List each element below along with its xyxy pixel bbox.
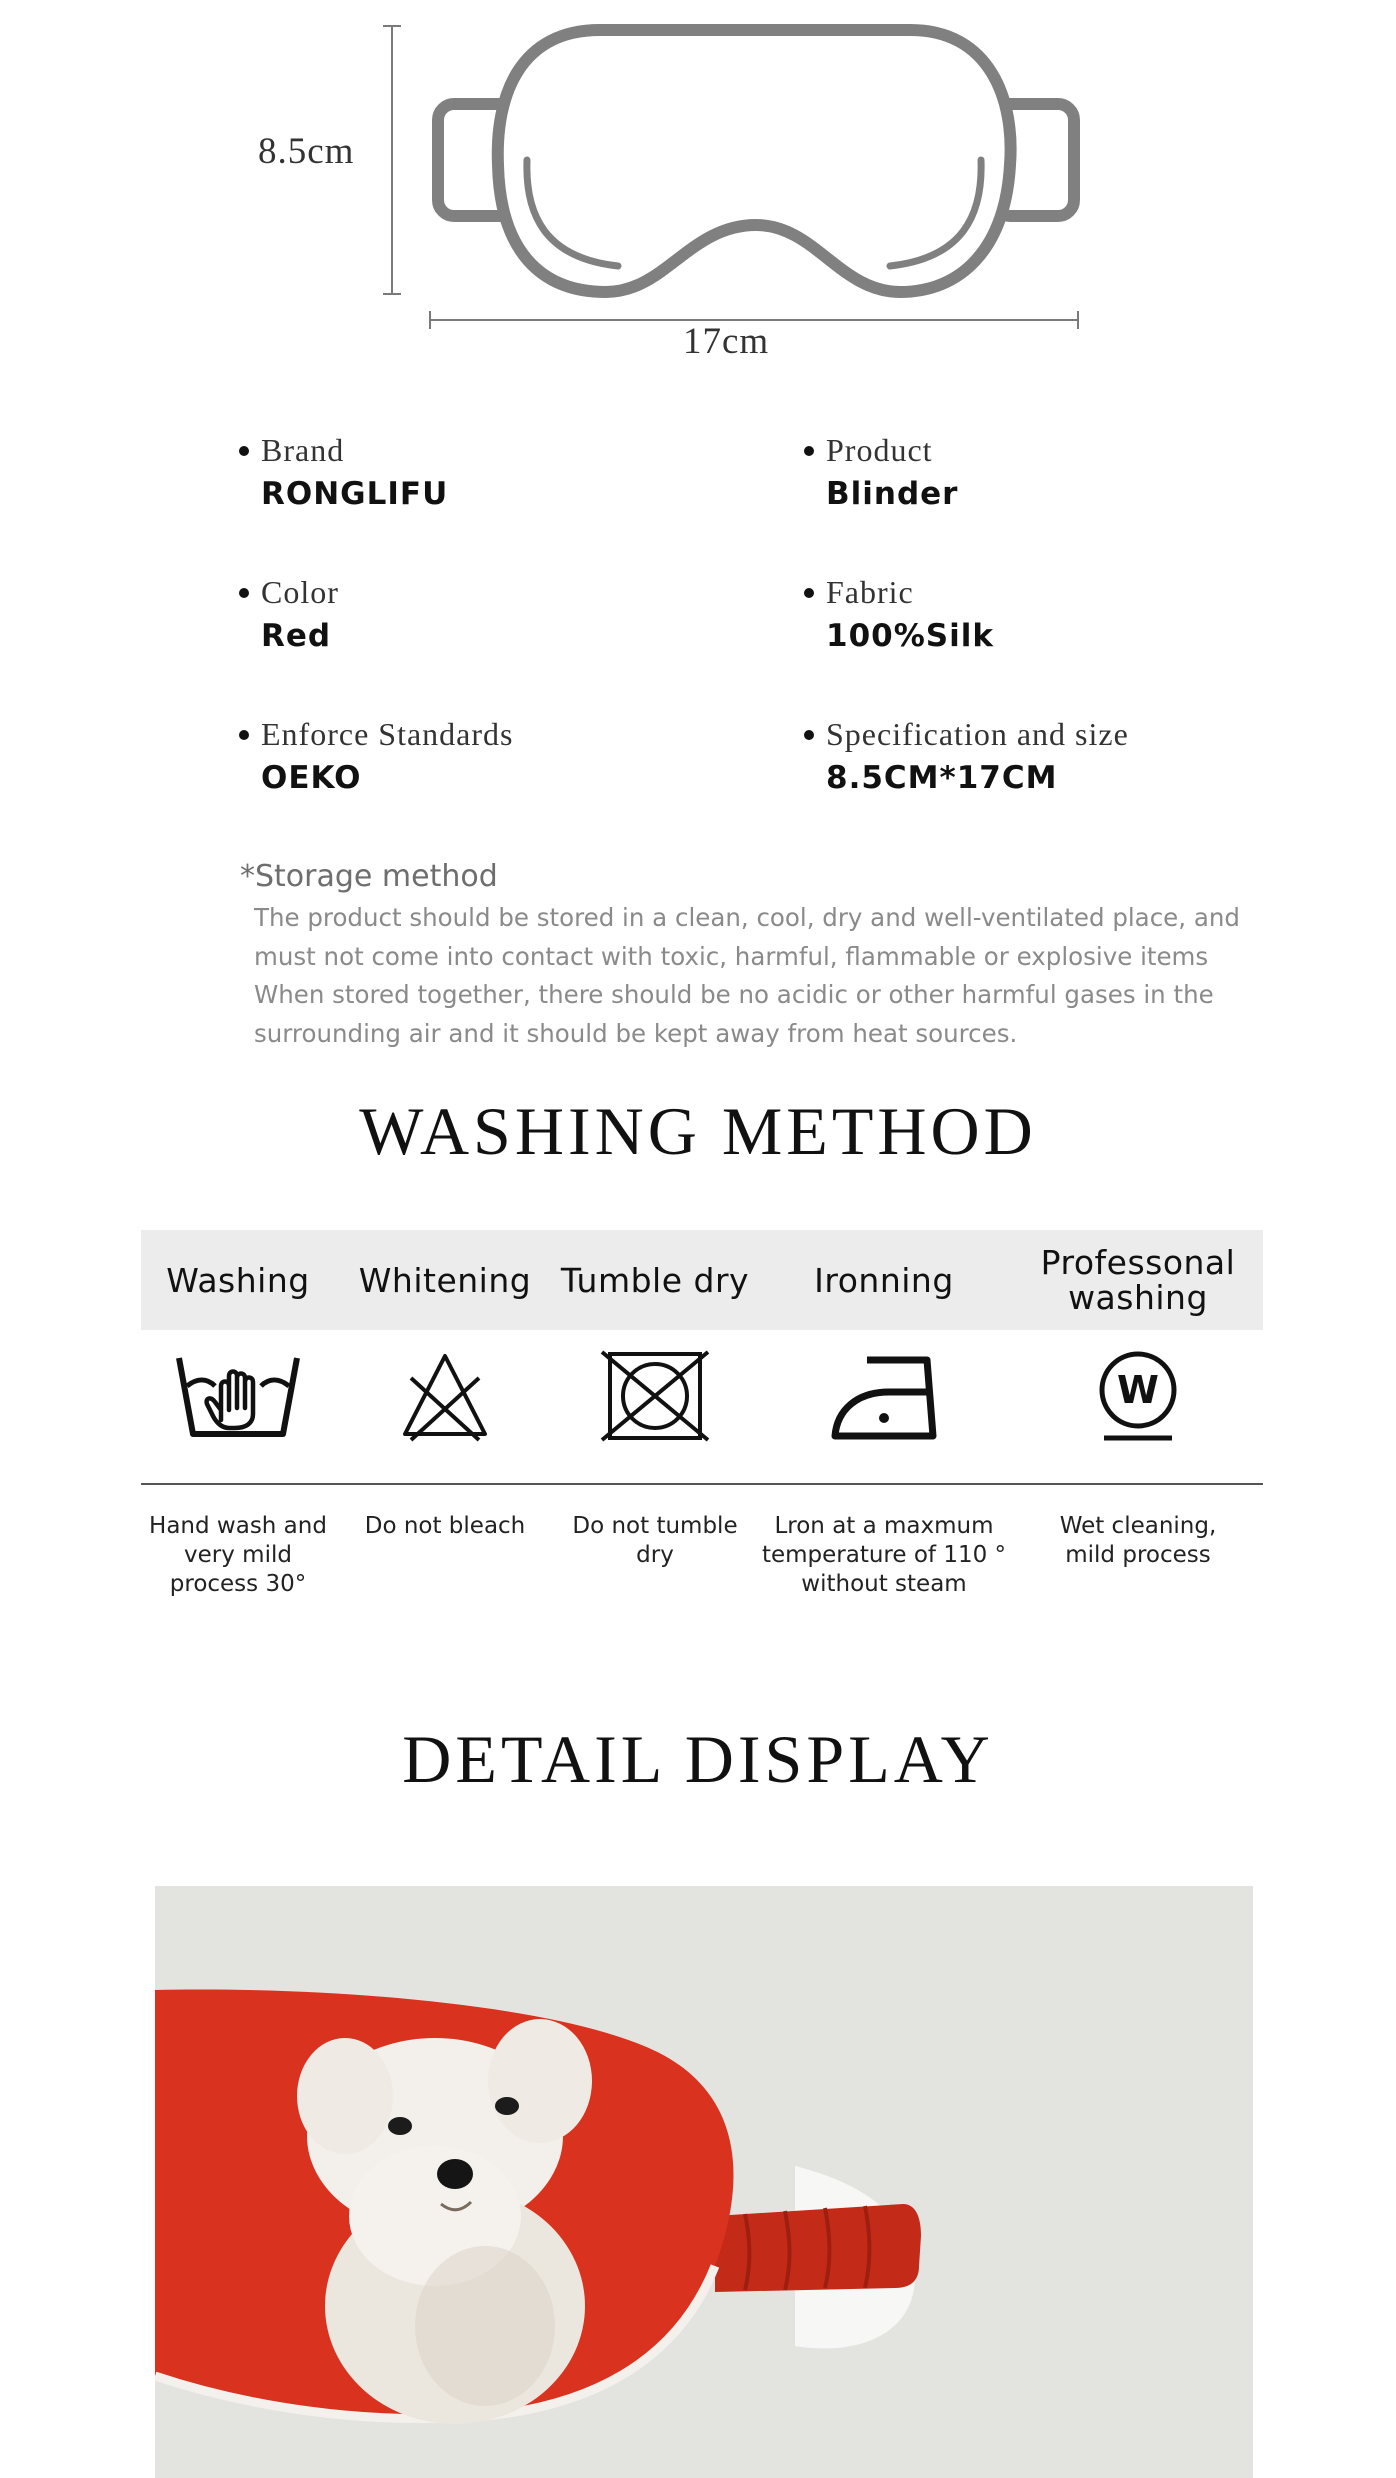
red-silk-eye-mask-image: [155, 1886, 1253, 2478]
care-description-line: Do not tumble: [572, 1513, 738, 1539]
spec-key: Fabric: [826, 574, 914, 610]
storage-line: The product should be stored in a clean, cool, dry and well-ventilated place, and: [254, 903, 1240, 932]
spec-value: Blinder: [826, 476, 959, 512]
bullet-icon: [804, 730, 814, 740]
care-description: [335, 1512, 555, 1541]
spec-color: [245, 570, 765, 658]
wet-cleaning-letter: W: [1117, 1368, 1159, 1412]
care-column-tumble-dry: [555, 1230, 755, 1568]
care-column-washing: [141, 1230, 335, 1597]
bullet-icon: [239, 730, 249, 740]
spec-product: [810, 428, 1330, 516]
storage-line: must not come into contact with toxic, harmful, flammable or explosive items: [254, 941, 1209, 971]
care-header: Ironning: [814, 1260, 954, 1300]
do-not-bleach-icon: [397, 1348, 493, 1448]
care-description-line: Lron at a maxmum: [774, 1513, 994, 1539]
spec-key: Specification and size: [826, 716, 1129, 752]
storage-title: *Storage method: [240, 859, 498, 894]
bullet-icon: [804, 588, 814, 598]
storage-section: [240, 855, 1240, 1053]
care-header: Whitening: [358, 1260, 532, 1300]
storage-body: [254, 899, 1240, 1053]
spec-value: RONGLIFU: [261, 476, 449, 512]
storage-line: When stored together, there should be no acidic or other harmful gases in the: [254, 980, 1214, 1009]
bullet-icon: [239, 588, 249, 598]
dimension-diagram: [0, 0, 1396, 380]
storage-line: surrounding air and it should be kept away from heat sources.: [254, 1018, 1018, 1048]
care-column-whitening: [335, 1230, 555, 1539]
care-header: [1013, 1230, 1263, 1330]
do-not-tumble-dry-icon: [600, 1348, 710, 1448]
washing-method-heading: WASHING METHOD: [359, 1093, 1037, 1169]
spec-value: 100%Silk: [826, 618, 994, 654]
care-description-line: process 30°: [169, 1571, 307, 1597]
care-divider: [141, 1483, 1263, 1485]
care-header: Tumble dry: [560, 1260, 750, 1300]
iron-low-icon: [829, 1348, 939, 1448]
care-description: [555, 1512, 755, 1570]
care-description: [141, 1512, 335, 1599]
care-header-line: washing: [1068, 1278, 1208, 1317]
care-description-line: mild process: [1065, 1542, 1211, 1568]
care-description-line: Do not bleach: [364, 1513, 526, 1539]
care-description-line: temperature of 110 °: [761, 1542, 1007, 1568]
product-photo: [155, 1886, 1253, 2478]
bullet-icon: [804, 446, 814, 456]
care-description: [755, 1512, 1013, 1599]
spec-size: [810, 712, 1330, 800]
spec-key: Color: [261, 574, 339, 610]
wet-cleaning-icon: [1090, 1348, 1186, 1448]
spec-key: Enforce Standards: [261, 716, 514, 752]
height-label: 8.5cm: [258, 131, 355, 172]
hand-wash-icon: [173, 1348, 303, 1448]
spec-key: Brand: [261, 432, 345, 468]
spec-fabric: [810, 570, 1330, 658]
care-description-line: very mild: [184, 1542, 292, 1568]
spec-brand: [245, 428, 765, 516]
spec-standards: [245, 712, 765, 800]
bullet-icon: [239, 446, 249, 456]
spec-key: Product: [826, 432, 933, 468]
spec-value: OEKO: [261, 760, 362, 796]
care-description-line: dry: [636, 1542, 674, 1568]
care-description-line: Wet cleaning,: [1059, 1513, 1217, 1539]
care-header-line: Professonal: [1040, 1243, 1236, 1282]
spec-value: 8.5CM*17CM: [826, 760, 1058, 796]
care-header: Washing: [166, 1260, 310, 1300]
care-column-ironing: [755, 1230, 1013, 1597]
spec-value: Red: [261, 618, 332, 654]
width-label: 17cm: [683, 321, 770, 362]
care-description-line: Hand wash and: [149, 1513, 327, 1539]
care-column-professional-washing: [1013, 1230, 1263, 1568]
detail-display-heading: DETAIL DISPLAY: [402, 1721, 994, 1797]
care-description-line: without steam: [801, 1571, 967, 1597]
care-description: [1013, 1512, 1263, 1570]
